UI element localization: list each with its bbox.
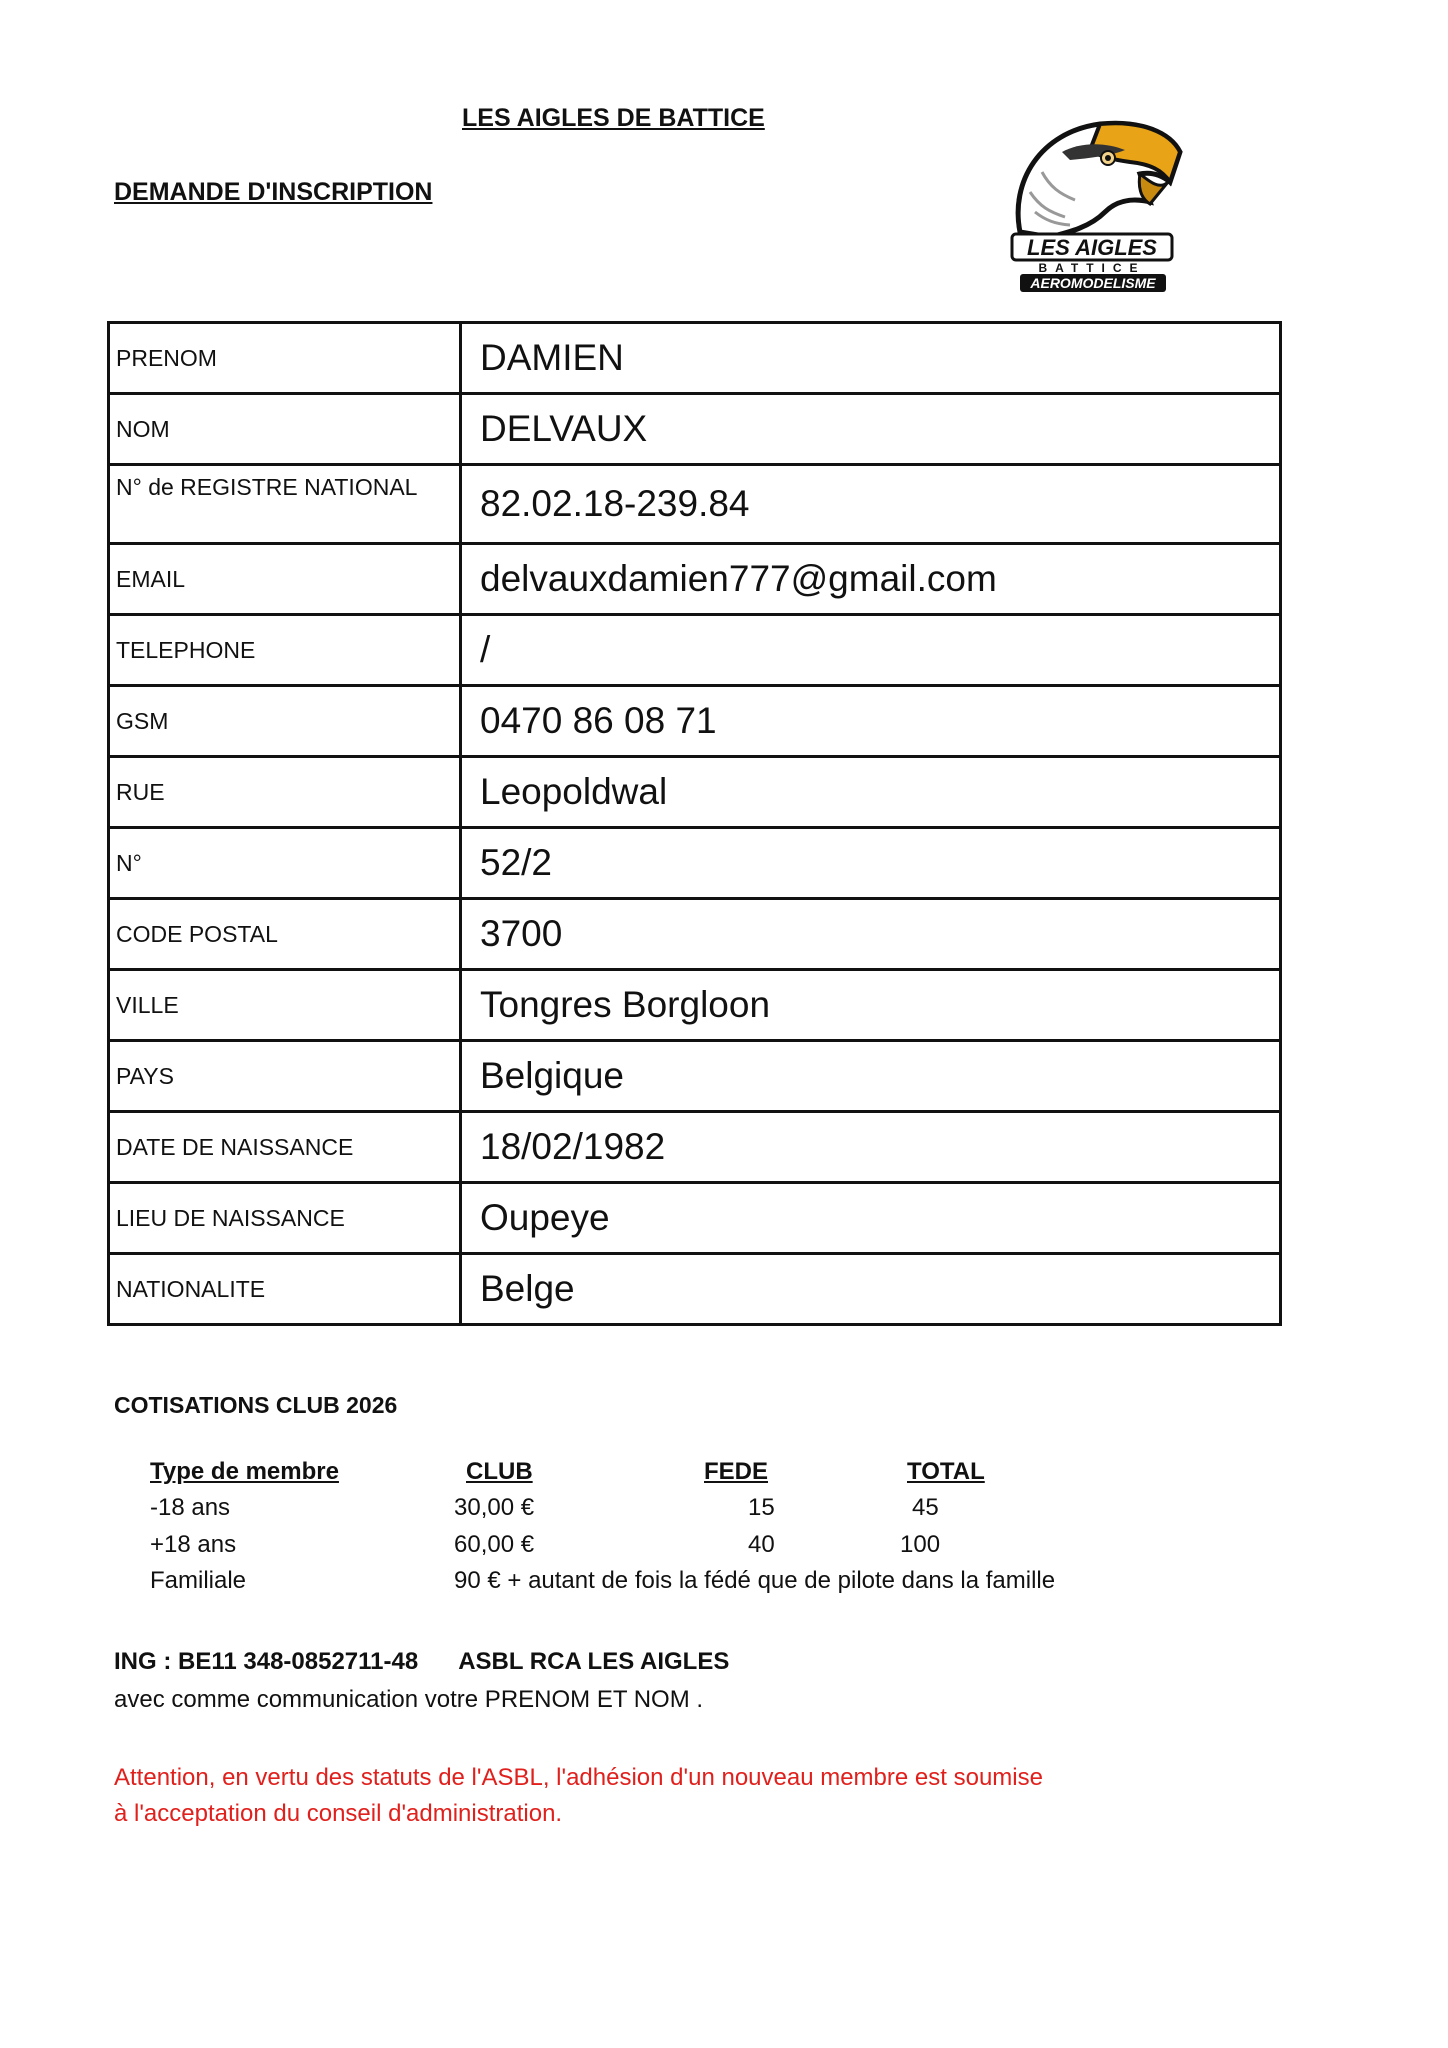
field-label: DATE DE NAISSANCE (109, 1112, 461, 1183)
fee-row-fede: 40 (748, 1531, 775, 1558)
form-title: DEMANDE D'INSCRIPTION (114, 178, 433, 206)
bank-beneficiary: ASBL RCA LES AIGLES (458, 1648, 730, 1675)
form-row (109, 394, 1281, 465)
form-row (109, 828, 1281, 899)
field-label: NATIONALITE (109, 1254, 461, 1325)
fee-row-fede: 15 (748, 1494, 775, 1521)
form-row (109, 686, 1281, 757)
field-value: Leopoldwal (461, 757, 1281, 828)
form-row (109, 615, 1281, 686)
field-label: EMAIL (109, 544, 461, 615)
warning-line: à l'acceptation du conseil d'administration. (114, 1800, 563, 1827)
fee-row-club: 60,00 € (454, 1531, 535, 1558)
field-value: 3700 (461, 899, 1281, 970)
field-value: 82.02.18-239.84 (461, 465, 1281, 544)
field-label: PRENOM (109, 323, 461, 394)
field-value: Oupeye (461, 1183, 1281, 1254)
field-label: TELEPHONE (109, 615, 461, 686)
form-row (109, 1183, 1281, 1254)
fee-row-club: 30,00 € (454, 1494, 535, 1521)
bank-account: ING : BE11 348-0852711-48 (114, 1648, 419, 1675)
form-row (109, 544, 1281, 615)
field-value: 18/02/1982 (461, 1112, 1281, 1183)
field-label: GSM (109, 686, 461, 757)
field-label: N° (109, 828, 461, 899)
fee-row-type: +18 ans (150, 1531, 237, 1558)
eagle-logo-icon (990, 112, 1190, 297)
fee-header-club: CLUB (466, 1458, 533, 1485)
field-label: N° de REGISTRE NATIONAL (109, 465, 461, 544)
field-value: delvauxdamien777@gmail.com (461, 544, 1281, 615)
payment-communication: avec comme communication votre PRENOM ET NOM . (114, 1686, 704, 1713)
form-row (109, 323, 1281, 394)
cotisations-title: COTISATIONS CLUB 2026 (114, 1392, 398, 1418)
fee-header-fede: FEDE (704, 1458, 769, 1485)
form-row (109, 465, 1281, 544)
club-title: LES AIGLES DE BATTICE (462, 104, 765, 132)
field-value: 52/2 (461, 828, 1281, 899)
form-row (109, 1254, 1281, 1325)
field-value: DELVAUX (461, 394, 1281, 465)
field-value: Belge (461, 1254, 1281, 1325)
field-label: RUE (109, 757, 461, 828)
field-label: NOM (109, 394, 461, 465)
fee-row-total: 100 (900, 1531, 941, 1558)
field-label: LIEU DE NAISSANCE (109, 1183, 461, 1254)
fee-header-type: Type de membre (150, 1458, 339, 1485)
fee-row-type: -18 ans (150, 1494, 231, 1521)
form-row (109, 899, 1281, 970)
bank-details (114, 1648, 729, 1676)
registration-form-table (107, 321, 1282, 1326)
field-value: 0470 86 08 71 (461, 686, 1281, 757)
fee-row-type: Familiale (150, 1567, 247, 1594)
logo-text-line3: AEROMODELISME (1030, 275, 1156, 291)
field-value: Tongres Borgloon (461, 970, 1281, 1041)
fee-row-club: 90 € + autant de fois la fédé que de pilote dans la famille (454, 1567, 1056, 1594)
warning-line: Attention, en vertu des statuts de l'ASBL, l'adhésion d'un nouveau membre est soumise (114, 1764, 1043, 1791)
form-row (109, 757, 1281, 828)
form-row (109, 970, 1281, 1041)
form-row (109, 1041, 1281, 1112)
logo-text-line1: LES AIGLES (1027, 235, 1157, 260)
field-label: CODE POSTAL (109, 899, 461, 970)
field-value: Belgique (461, 1041, 1281, 1112)
fee-header-total: TOTAL (907, 1458, 985, 1485)
field-label: VILLE (109, 970, 461, 1041)
form-row (109, 1112, 1281, 1183)
field-value: DAMIEN (461, 323, 1281, 394)
field-label: PAYS (109, 1041, 461, 1112)
logo-text-line2: BATTICE (1038, 261, 1146, 275)
fee-row-total: 45 (912, 1494, 939, 1521)
warning-notice (114, 1760, 1214, 1832)
field-value: / (461, 615, 1281, 686)
